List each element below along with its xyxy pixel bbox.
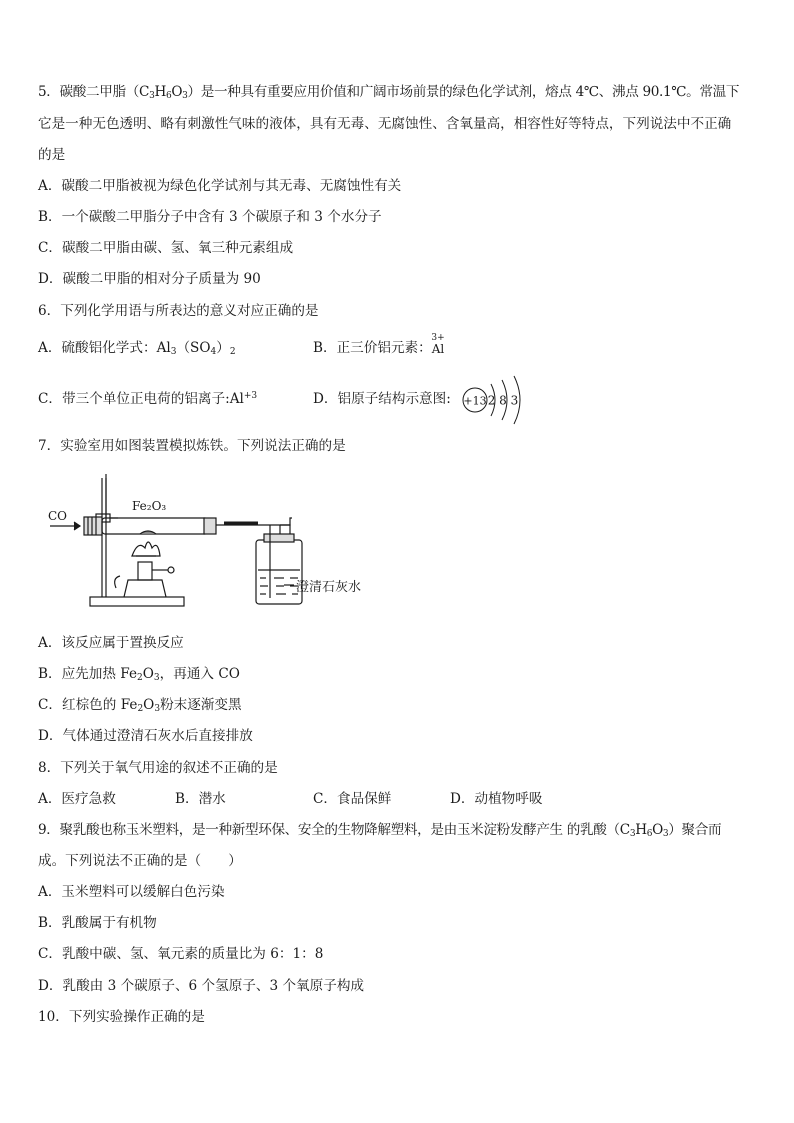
q5-option-b: B．一个碳酸二甲脂分子中含有 3 个碳原子和 3 个水分子	[38, 209, 382, 225]
q5-option-d: D．碳酸二甲脂的相对分子质量为 90	[38, 271, 261, 287]
q6-option-d: D．铝原子结构示意图:	[313, 391, 451, 407]
limewater-label: 澄清石灰水	[296, 580, 362, 595]
q7-stem: 7．实验室用如图装置模拟炼铁。下列说法正确的是	[38, 438, 346, 454]
iron-smelting-apparatus-diagram	[44, 470, 384, 616]
q7-option-b: B．应先加热 $Fe_2O_3$，再通入 CO	[38, 666, 240, 683]
q8-option-b: B．潜水	[175, 791, 226, 807]
q6-option-c: C．带三个单位正电荷的铝离子$:Al^{+3}$	[38, 391, 258, 407]
flame	[132, 542, 160, 556]
q7-option-d: D．气体通过澄清石灰水后直接排放	[38, 728, 253, 744]
q9-option-b: B．乳酸属于有机物	[38, 915, 157, 931]
electron-shell-counts: 2 8 3	[487, 393, 519, 408]
q6-option-a: A．硫酸铝化学式：$Al_3(SO_4)_2$	[38, 340, 236, 357]
q7-option-c: C．红棕色的 $Fe_2O_3$粉末逐渐变黑	[38, 697, 242, 714]
q6-stem: 6．下列化学用语与所表达的意义对应正确的是	[38, 303, 319, 319]
alcohol-lamp	[124, 580, 166, 597]
q7-option-a: A．该反应属于置换反应	[38, 635, 184, 651]
stand-base	[90, 597, 184, 606]
q8-stem: 8．下列关于氧气用途的叙述不正确的是	[38, 760, 278, 776]
q5-stem-line1: 5．碳酸二甲脂$(C_3H_6O_3)$是一种具有重要应用价值和广阔市场前景的绿色化学试剂，熔点 4℃、沸点 90.1℃。常温下	[38, 84, 740, 101]
nucleus-charge: +13	[463, 394, 487, 408]
fe2o3-label: Fe₂O₃	[132, 499, 167, 513]
q9-option-d: D．乳酸由 3 个碳原子、6 个氢原子、3 个氧原子构成	[38, 978, 365, 994]
q9-option-c: C．乳酸中碳、氢、氧元素的质量比为 6：1：8	[38, 946, 324, 962]
q9-option-a: A．玉米塑料可以缓解白色污染	[38, 884, 225, 900]
co-label: CO	[48, 509, 68, 523]
q5-option-c: C．碳酸二甲脂由碳、氢、氧三种元素组成	[38, 240, 294, 256]
q8-option-d: D．动植物呼吸	[450, 791, 543, 807]
q5-stem-line2: 它是一种无色透明、略有刺激性气味的液体，具有无毒、无腐蚀性、含氧量高，相容性好等特点，下列说法中不正确	[38, 116, 732, 132]
q6-aluminum-valence-notation: 3+ Al	[431, 333, 445, 356]
q9-stem-line1: 9．聚乳酸也称玉米塑料，是一种新型环保、安全的生物降解塑料，是由玉米淀粉发酵产生 的乳酸$(C_3H_6O_3)$聚合而	[38, 822, 722, 839]
q8-option-a: A．医疗急救	[38, 791, 116, 807]
q5-option-a: A．碳酸二甲脂被视为绿色化学试剂与其无毒、无腐蚀性有关	[38, 178, 402, 194]
q5-stem-line3: 的是	[38, 147, 66, 163]
q9-stem-line2: 成。下列说法不正确的是（ ）	[38, 853, 242, 869]
q8-option-c: C．食品保鲜	[313, 791, 392, 807]
combustion-tube	[102, 518, 208, 534]
q6-option-b: B．正三价铝元素：	[313, 340, 432, 356]
aluminum-atom-structure-diagram	[458, 372, 538, 428]
q10-stem: 10．下列实验操作正确的是	[38, 1009, 205, 1025]
